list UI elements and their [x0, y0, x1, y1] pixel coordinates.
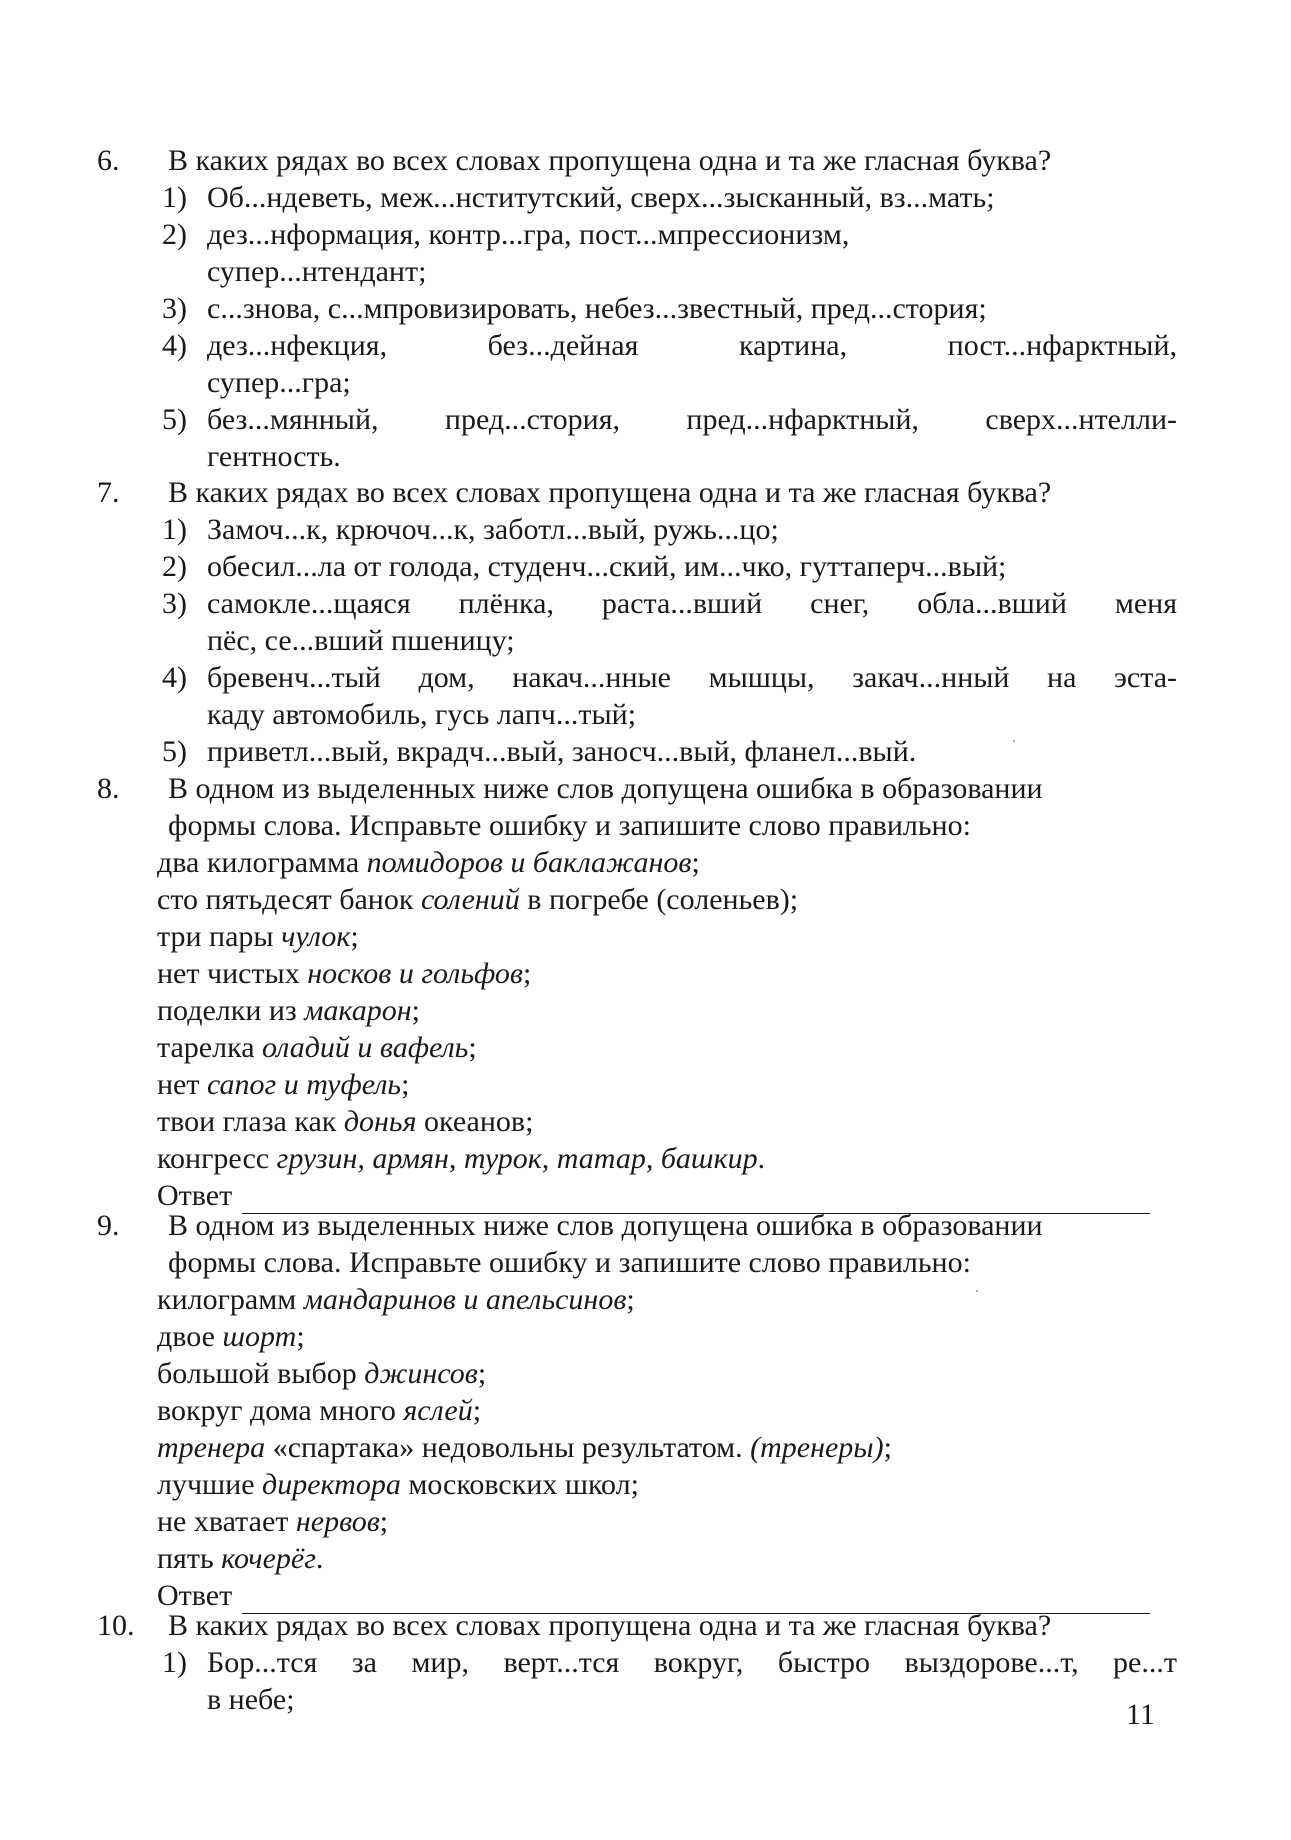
highlighted-word: шорт [222, 1320, 297, 1353]
option-text-cont: в небе; [207, 1683, 295, 1716]
word-line: нет сапог и туфель; [157, 1068, 410, 1101]
option-5 [162, 401, 1177, 475]
option-number: 3) [162, 587, 187, 620]
option-number: 5) [162, 403, 187, 436]
word-line: двое шорт; [157, 1320, 305, 1353]
option-text: обесил...ла от голода, студенч...ский, им...чко, гуттаперч...вый; [207, 550, 1007, 583]
highlighted-word: тренера [157, 1431, 266, 1464]
word-line: пять кочерёг. [157, 1542, 324, 1575]
task-question-cont: формы слова. Исправьте ошибку и запишите слово правильно: [168, 1246, 971, 1279]
highlighted-word: директора [262, 1468, 401, 1501]
print-speck [1013, 740, 1015, 742]
option-1 [162, 511, 1177, 548]
task-question: В одном из выделенных ниже слов допущена ошибка в образовании [168, 1209, 1043, 1242]
word-line: три пары чулок; [157, 920, 359, 953]
task-number: 6. [97, 144, 120, 177]
option-number: 2) [162, 218, 187, 251]
option-number: 4) [162, 661, 187, 694]
highlighted-word: чулок [281, 920, 351, 953]
task-7 [97, 474, 1177, 770]
option-text-cont: гентность. [207, 440, 341, 473]
task-6 [97, 142, 1177, 475]
option-text: Бор...тся за мир, верт...тся вокруг, быстро выздорове...т, ре...т [207, 1646, 1177, 1679]
option-number: 4) [162, 329, 187, 362]
option-text-cont: пёс, се...вший пшеницу; [207, 624, 515, 657]
option-text-cont: супер...гра; [207, 366, 351, 399]
task-number: 8. [97, 772, 120, 805]
option-number: 5) [162, 735, 187, 768]
highlighted-word: носков и гольфов [307, 957, 523, 990]
option-2 [162, 216, 1177, 290]
task-9 [97, 1207, 1177, 1614]
highlighted-word: донья [343, 1105, 417, 1138]
word-line: сто пятьдесят банок солений в погребе (соленьев); [157, 883, 799, 916]
option-2 [162, 548, 1177, 585]
correction-word: (тренеры) [750, 1431, 884, 1464]
word-line: поделки из макарон; [157, 994, 420, 1027]
task-question: В каких рядах во всех словах пропущена одна и та же гласная буква? [168, 1609, 1052, 1642]
option-1 [162, 179, 1177, 216]
print-speck [976, 1290, 978, 1292]
task-number: 9. [97, 1209, 120, 1242]
word-line: нет чистых носков и гольфов; [157, 957, 532, 990]
task-number: 7. [97, 476, 120, 509]
option-3 [162, 290, 1177, 327]
highlighted-word: помидоров и баклажанов [366, 846, 692, 879]
word-line: тарелка оладий и вафель; [157, 1031, 477, 1064]
word-line: большой выбор джинсов; [157, 1357, 487, 1390]
word-line: не хватает нервов; [157, 1505, 389, 1538]
task-8 [97, 770, 1177, 1214]
word-line: лучшие директора московских школ; [157, 1468, 639, 1501]
highlighted-word: яслей [403, 1394, 473, 1427]
option-text: Замоч...к, крючоч...к, заботл...вый, ружь...цо; [207, 513, 779, 546]
option-text-cont: каду автомобиль, гусь лапч...тый; [207, 698, 637, 731]
option-text: Об...ндеветь, меж...нститутский, сверх...зысканный, вз...мать; [207, 181, 995, 214]
option-number: 1) [162, 1646, 187, 1679]
page-number: 11 [1126, 1698, 1155, 1731]
word-line: вокруг дома много яслей; [157, 1394, 482, 1427]
option-text: дез...нфекция, без...дейная картина, пост...нфарктный, [207, 329, 1177, 362]
option-text: без...мянный, пред...стория, пред...нфарктный, сверх...нтелли- [207, 403, 1177, 436]
highlighted-word: сапог и туфель [206, 1068, 402, 1101]
option-3 [162, 585, 1177, 659]
highlighted-word: макарон [304, 994, 412, 1027]
task-number: 10. [97, 1609, 135, 1642]
highlighted-word: нервов [295, 1505, 380, 1538]
word-line: тренера «спартака» недовольны результатом. (тренеры); [157, 1431, 892, 1464]
option-number: 1) [162, 181, 187, 214]
option-1 [162, 1644, 1177, 1718]
word-line: конгресс грузин, армян, турок, татар, башкир. [157, 1142, 766, 1175]
option-text: с...знова, с...мпровизировать, небез...звестный, пред...стория; [207, 292, 987, 325]
word-list [157, 1281, 1177, 1614]
option-4 [162, 659, 1177, 733]
word-list [157, 844, 1177, 1214]
highlighted-word: мандаринов и апельсинов [303, 1283, 627, 1316]
word-line: твои глаза как донья океанов; [157, 1105, 534, 1138]
answer-label: Ответ [157, 1179, 233, 1212]
highlighted-word: кочерёг [221, 1542, 316, 1575]
option-4 [162, 327, 1177, 401]
option-number: 2) [162, 550, 187, 583]
highlighted-word: грузин, армян, турок, татар, башкир [276, 1142, 758, 1175]
option-number: 3) [162, 292, 187, 325]
word-line: два килограмма помидоров и баклажанов; [157, 846, 700, 879]
option-text-cont: супер...нтендант; [207, 255, 427, 288]
answer-label: Ответ [157, 1579, 233, 1612]
task-question: В каких рядах во всех словах пропущена одна и та же гласная буква? [168, 144, 1052, 177]
task-10 [97, 1607, 1177, 1718]
highlighted-word: джинсов [364, 1357, 478, 1390]
task-question: В одном из выделенных ниже слов допущена ошибка в образовании [168, 772, 1043, 805]
option-5 [162, 733, 1177, 770]
option-number: 1) [162, 513, 187, 546]
option-text: дез...нформация, контр...гра, пост...мпрессионизм, [207, 218, 850, 251]
word-line: килограмм мандаринов и апельсинов; [157, 1283, 635, 1316]
task-question: В каких рядах во всех словах пропущена одна и та же гласная буква? [168, 476, 1052, 509]
option-text: бревенч...тый дом, накач...нные мышцы, закач...нный на эста- [207, 661, 1177, 694]
highlighted-word: солений [420, 883, 520, 916]
option-text: приветл...вый, вкрадч...вый, заносч...вый, фланел...вый. [207, 735, 917, 768]
option-text: самокле...щаяся плёнка, раста...вший снег, обла...вший меня [207, 587, 1177, 620]
task-question-cont: формы слова. Исправьте ошибку и запишите слово правильно: [168, 809, 971, 842]
highlighted-word: оладий и вафель [262, 1031, 469, 1064]
